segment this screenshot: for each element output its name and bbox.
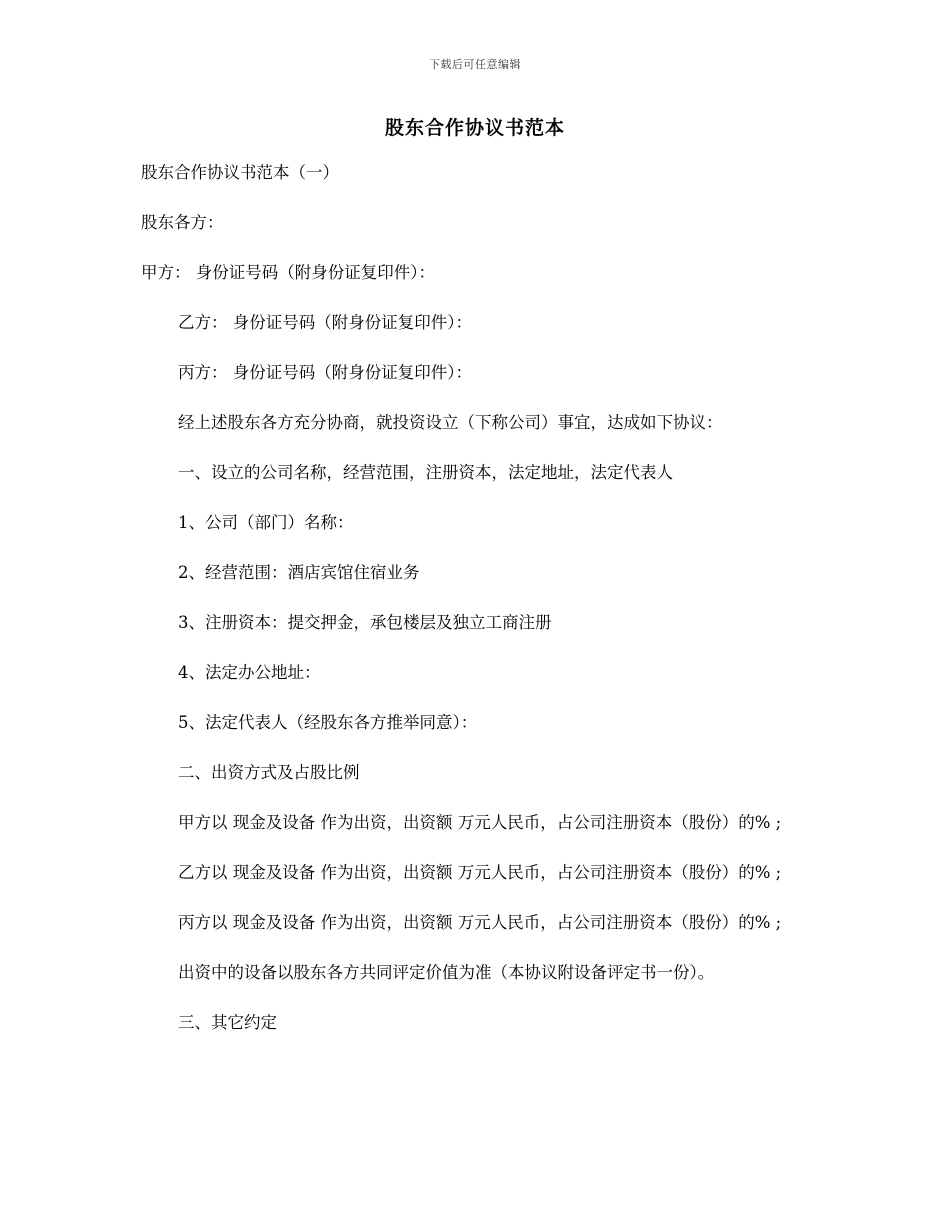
paragraph-section-3-heading: 三、其它约定 — [178, 1013, 277, 1032]
paragraph-party-a: 甲方： 身份证号码（附身份证复印件）： — [141, 263, 435, 282]
document-title: 股东合作协议书范本 — [384, 117, 565, 139]
paragraph-preamble: 经上述股东各方充分协商，就投资设立（下称公司）事宜，达成如下协议： — [178, 413, 723, 432]
paragraph-party-c-contribution: 丙方以 现金及设备 作为出资，出资额 万元人民币，占公司注册资本（股份）的% ; — [178, 913, 782, 932]
paragraph-party-b: 乙方： 身份证号码（附身份证复印件）： — [178, 313, 472, 332]
paragraph-section-1-heading: 一、设立的公司名称，经营范围，注册资本，法定地址，法定代表人 — [178, 463, 673, 482]
paragraph-party-a-contribution: 甲方以 现金及设备 作为出资，出资额 万元人民币，占公司注册资本（股份）的% ; — [178, 813, 782, 832]
paragraph-shareholders: 股东各方： — [141, 213, 224, 232]
paragraph-item-4: 4、法定办公地址： — [178, 663, 321, 682]
paragraph-item-5: 5、法定代表人（经股东各方推举同意）： — [178, 713, 478, 732]
paragraph-party-b-contribution: 乙方以 现金及设备 作为出资，出资额 万元人民币，占公司注册资本（股份）的% ; — [178, 863, 782, 882]
header-note: 下载后可任意编辑 — [429, 58, 521, 71]
paragraph-equipment-valuation: 出资中的设备以股东各方共同评定价值为准（本协议附设备评定书一份）。 — [178, 963, 715, 982]
paragraph-subtitle: 股东合作协议书范本（一） — [141, 163, 339, 182]
paragraph-party-c: 丙方： 身份证号码（附身份证复印件）： — [178, 363, 472, 382]
paragraph-item-3: 3、注册资本：提交押金，承包楼层及独立工商注册 — [178, 613, 552, 632]
paragraph-section-2-heading: 二、出资方式及占股比例 — [178, 763, 360, 782]
paragraph-item-1: 1、公司（部门）名称： — [178, 513, 354, 532]
document-body — [141, 158, 806, 1037]
paragraph-item-2: 2、经营范围：酒店宾馆住宿业务 — [178, 563, 420, 582]
